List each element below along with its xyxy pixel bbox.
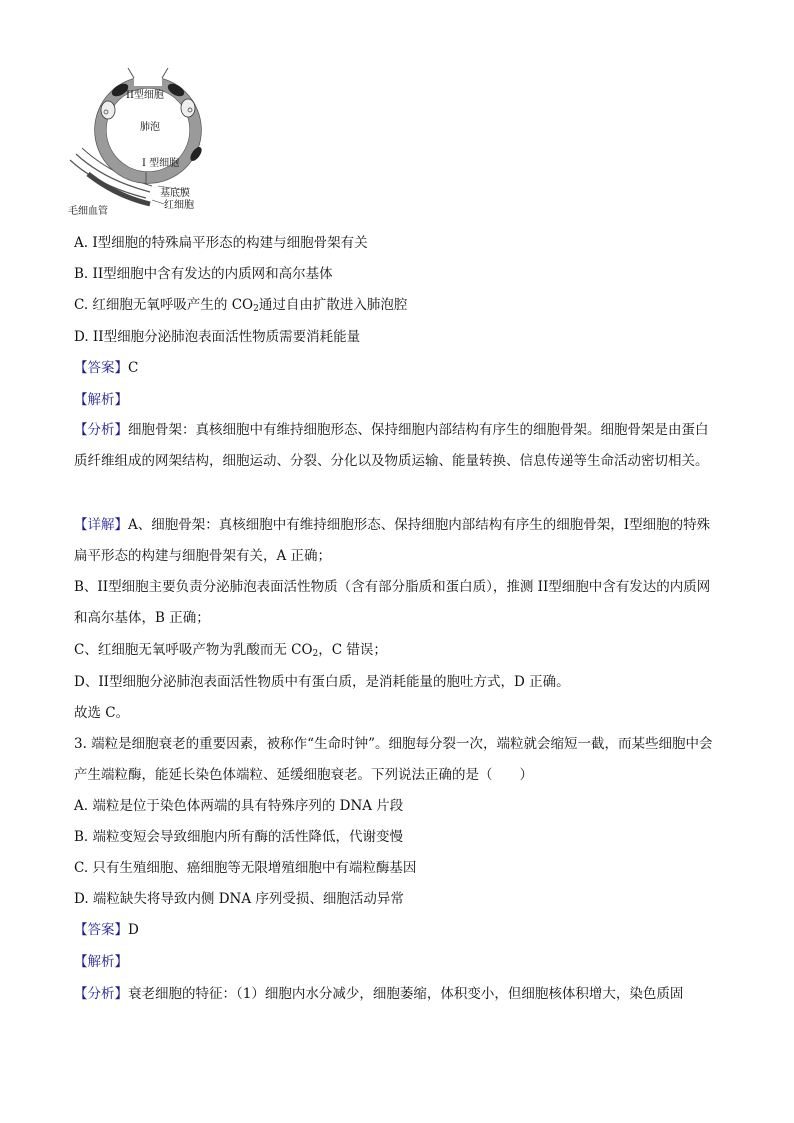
xiangjie-a: A、细胞骨架：真核细胞中有维持细胞形态、保持细胞内部结构有序生的细胞骨架，I型细胞的特殊扁平形态的构建与细胞骨架有关，A 正确； xyxy=(74,517,711,564)
q3-option-c: C. 只有生殖细胞、癌细胞等无限增殖细胞中有端粒酶基因 xyxy=(74,860,417,876)
answer-value: C xyxy=(128,360,139,376)
q2-detail-c xyxy=(74,640,387,664)
analysis-tag: 【解析】 xyxy=(74,954,128,970)
answer-value: D xyxy=(128,922,139,938)
q2-option-b: B. II型细胞中含有发达的内质网和高尔基体 xyxy=(74,266,333,282)
q3-answer xyxy=(74,920,139,940)
q2-option-c xyxy=(74,295,407,319)
alveolus-diagram xyxy=(68,68,218,216)
q2-conclusion: 故选 C。 xyxy=(74,705,130,721)
q3-stem: 3. 端粒是细胞衰老的重要因素，被称作“生命时钟”。细胞每分裂一次，端粒就会缩短一截，而某些细胞中会产生端粒酶，能延长染色体端粒、延缓细胞衰老。下列说法正确的是（ ） xyxy=(74,736,713,783)
xiangjie-tag: 【详解】 xyxy=(74,517,128,533)
label-alveolus: 肺泡 xyxy=(140,122,160,133)
detail-c-text: C、红细胞无氧呼吸产物为乳酸而无 CO xyxy=(74,642,313,658)
q2-fenxi xyxy=(74,415,720,477)
q2-detail-d: D、II型细胞分泌肺泡表面活性物质中有蛋白质，是消耗能量的胞吐方式，D 正确。 xyxy=(74,674,570,690)
q2-xiangjie xyxy=(74,510,720,572)
q2-option-d: D. II型细胞分泌肺泡表面活性物质需要消耗能量 xyxy=(74,329,361,345)
q2-analysis-tag xyxy=(74,390,128,410)
detail-c-sub: 2 xyxy=(312,649,319,659)
answer-tag: 【答案】 xyxy=(74,360,128,376)
q3-option-b: B. 端粒变短会导致细胞内所有酶的活性降低，代谢变慢 xyxy=(74,829,404,845)
q2-detail-b: B、II型细胞主要负责分泌肺泡表面活性物质（含有部分脂质和蛋白质），推测 II型细胞中含有发达的内质网和高尔基体，B 正确； xyxy=(74,579,711,626)
q2-option-c-sub: 2 xyxy=(253,304,259,314)
q3-fenxi xyxy=(74,984,683,1004)
label-capillary: 毛细血管 xyxy=(68,206,108,216)
fenxi-tag: 【分析】 xyxy=(74,422,128,438)
q2-option-c-rest: 通过自由扩散进入肺泡腔 xyxy=(258,297,408,313)
label-type2-cell: II型细胞 xyxy=(126,90,164,101)
fenxi-text: 细胞骨架：真核细胞中有维持细胞形态、保持细胞内部结构有序生的细胞骨架。细胞骨架是由蛋白质纤维组成的网架结构，细胞运动、分裂、分化以及物质运输、能量转换、信息传递等生命活动密切相关。 xyxy=(74,422,709,469)
q2-option-a: A. I型细胞的特殊扁平形态的构建与细胞骨架有关 xyxy=(74,235,368,251)
q3-option-d: D. 端粒缺失将导致内侧 DNA 序列受损、细胞活动异常 xyxy=(74,891,404,907)
q3-option-a: A. 端粒是位于染色体两端的具有特殊序列的 DNA 片段 xyxy=(74,798,404,814)
answer-tag: 【答案】 xyxy=(74,922,128,938)
label-red-blood-cell: 红细胞 xyxy=(164,200,194,211)
fenxi-text: 衰老细胞的特征：（1）细胞内水分减少，细胞萎缩，体积变小，但细胞核体积增大，染色质固 xyxy=(128,986,684,1002)
label-type1-cell: I 型细胞 xyxy=(142,158,180,169)
label-basement-membrane: 基底膜 xyxy=(160,188,190,199)
detail-c-rest: ，C 错误； xyxy=(318,642,387,658)
fenxi-tag: 【分析】 xyxy=(74,986,128,1002)
q3-analysis-tag xyxy=(74,952,128,972)
q2-answer xyxy=(74,358,138,378)
analysis-tag: 【解析】 xyxy=(74,392,128,408)
q2-option-c-text: C. 红细胞无氧呼吸产生的 CO xyxy=(74,297,254,313)
